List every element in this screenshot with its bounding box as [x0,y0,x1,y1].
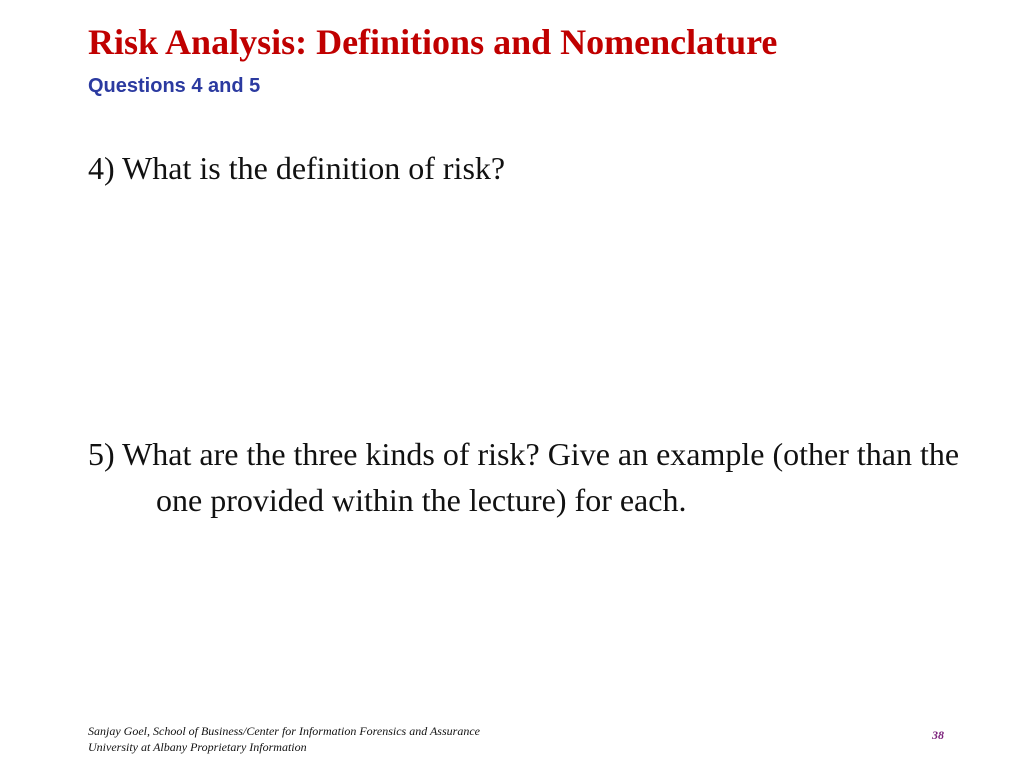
footer [88,723,480,755]
footer-proprietary-line: University at Albany Proprietary Information [88,740,307,754]
footer-author-line: Sanjay Goel, School of Business/Center for Information Forensics and Assurance [88,724,480,738]
question-5: 5) What are the three kinds of risk? Give an example (other than the one provided within the lecture) for each. [88,436,960,518]
slide-title: Risk Analysis: Definitions and Nomenclature [88,22,778,62]
question-4: 4) What is the definition of risk? [88,150,506,186]
page-number: 38 [932,728,944,742]
slide-subtitle: Questions 4 and 5 [88,75,261,97]
